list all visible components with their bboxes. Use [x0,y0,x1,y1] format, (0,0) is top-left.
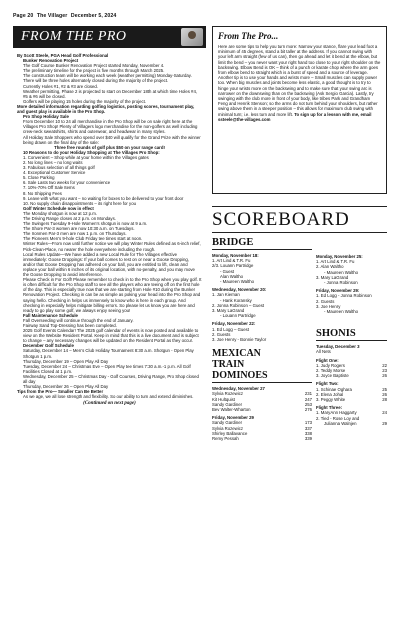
newspaper-name: The Villager [36,13,68,19]
tips-closing: To sign up for a lesson with me, email ssteele@the-villages.com [218,111,372,122]
result-name: Sylvia Rozewicz [212,391,244,397]
article-line: Please Check in For Golf! Please remember to check in to the Pro Shop when you play golf. It is often difficult for the Pro Shop staff to see all the players who are teeing off on the first hole of the day. This is especially true now that we are starting from Hole #10 during the Bunker Renovation Project. Checking in can be as simple as poking your head into the Pro Shop and saying hello. Checking in helps us immensely to know who is here in each group. And checking in especially helps mitigate billing errors. So please let us know you are here and ready to go play some golf, we always enjoy seeing you! [23,277,202,313]
article-line: As we age, we all lose strength and flexibility. So our ability to turn and extend diminishes. [23,394,194,400]
result-row [212,407,312,412]
scoreboard-title: SCOREBOARD [212,206,387,233]
article-line: By Scott Steele, PGA Head Golf Professional [17,53,109,58]
result-line: - Jonna Robinson [324,280,358,286]
scoreboard-columns [212,237,387,441]
result-line: 1. Art Lind & T.R. Fu [316,259,355,265]
result-score: 337 [304,425,312,431]
from-the-pro-banner [13,26,206,48]
result-line: 2. Alan Waltho [316,264,344,270]
result-heading: Flight Three: [316,405,343,411]
result-score: 338 [304,430,312,436]
tips-box [212,26,387,194]
result-line: Alan Waltho [220,273,244,279]
page-header [13,13,387,21]
article-line: Tips from the Pro— Smaller Can Be Better [17,389,104,395]
dominoes-results [212,386,312,441]
from-the-pro-column [13,26,206,610]
article-line: 10 Reasons to do your Holiday Shopping at The Villages Pro Shop: [23,149,160,155]
article-line: Pro Shop Holiday Sale [23,114,69,120]
result-line: 3. Mary LaGrand [316,274,349,280]
article-line: 7. 10%-70% Off Sale Items [23,185,75,191]
article-line: Winter Rules—From now until further notice we will play Winter Rules defined as 6-inch relief, Pick-Clean-Place, no nearer the hole everywhere including the rough. [23,241,201,252]
result-row [316,373,387,378]
result-line: 1. Jan Kiernan [212,292,240,298]
tips-text: Here are some tips to help you turn more: Narrow your stance, flare your lead foot a minimum of 45 degrees, stand a bit taller at the address. If you cannot swing with your left arm straight (few of us can), then go ahead and let it bend at the elbow, but limit the bend – you never want your right hand too close to your right shoulder on the backswing. Elbow Bend is OK – think of a punch or karate chop where the arm goes from elbow bend to straight which is a burst of speed and a source of leverage. Another tip is to use your hands and wrists more – Small muscles can supply power too. When big muscles and joints become less elastic, a good thought is to try to hinge your wrists more on the backswing and to make sure that your swing arc is narrower on the downswing than on the backswing (Ask Sergio Garcia). Lastly, try swinging with the club more in front of your body, like tribes Park and Grandham Feng and Henrik Stenson; so the arms do not turn behind your shoulders, but rather swing above them in a steeper position – this allows for maximum club swing with minimal turn; i.e. less turn and more lift. [218,44,381,117]
result-score: 231 [304,391,312,397]
article-line: 5. Close Parking [23,175,55,181]
article-line: 4. Exceptional Customer Service [23,170,86,176]
article-line: 2025 Golf Events Calendar! The 2025 golf calendar of events is now posted and available to view on the Website Resident Portal. Keep in mind that this is a live document and is subject to change – any necessary changes will be updated on the Resident Portal as they occur. [23,328,199,344]
result-name: Sandy Gardiner [212,401,243,407]
result-heading: Friday, November 22: [212,321,256,327]
result-line: 3. Mary LaGrand [212,308,245,314]
bridge-results-left [212,253,312,342]
result-line: 2. Guests [212,331,231,337]
result-line: 3. Joe Henry - Bonnie Taylor [212,337,267,343]
article-line: The Swingers Tuesday 9-Hole Women’s shotgun is now at 9 a.m. [23,221,148,227]
result-row [212,436,312,441]
result-name: Shirley Ballavance [212,430,248,436]
result-row [316,397,387,402]
result-line: - Maureen Waltho [324,269,358,275]
result-name: 1. MaryAnn Haggarty [316,410,357,416]
result-name: 3. Peggy White [316,397,346,403]
article-line: Three free rounds of golf plus $50 on your range card! [54,144,165,150]
article-line: Golfers will be playing 15 holes during the majority of the project. [23,98,147,104]
article-line: December Golf Schedule [23,343,74,349]
article-line: There will be three holes alternately closed during the majority of the project. [23,78,169,84]
article-line: Thursday, December 19 – Open Play All Day [23,358,109,364]
result-score: 26 [382,373,387,379]
dominoes-title [212,348,312,383]
continued-note: (Continued on next page) [83,401,136,407]
article-line: The Driving Range closes at 2 p.m. on Mondays. [23,216,116,221]
result-line: 2. Guests [316,298,335,304]
article-line: All Holiday Sale Shoppers who spend over $40 will qualify for the Grand Prize with the winner being drawn on the final day of the sale: [23,134,201,145]
result-line: - Guest [220,268,235,274]
article-line: The construction team will be working each week (weather permitting) Monday-Saturday. [23,73,192,79]
article-line: 2. No long lines – no long waits [23,159,83,165]
bridge-results-right [316,254,387,314]
result-score: 276 [304,407,312,413]
issue-date: December 5, 2024 [70,13,117,19]
right-column [212,26,387,610]
result-heading: Friday, November 29 [212,415,254,421]
result-line: - Maureen Waltho [220,279,254,285]
result-name: 2. Teddy Morse [316,368,346,374]
result-score: 25 [382,386,387,392]
result-score: 22 [382,362,387,368]
result-name: 1. Schinae Oghara [316,386,352,392]
result-score: 23 [382,368,387,374]
result-heading: Wednesday, November 27 [212,386,265,392]
article-line: The Ironmen Par-3 men are now 1 p.m. on Thursdays. [23,231,127,237]
dominoes-title-line: TRAIN [212,359,245,371]
result-line: 2. Jonna Robinson – Guest [212,302,265,308]
article-line: 3. Fabulous selection of all things golf [23,165,95,171]
tips-title: From The Pro... [218,31,279,41]
article-line: The preliminary timeline for the project is five months through March 2025. [23,68,165,74]
result-heading: Flight Two: [316,381,339,387]
bridge-title: BRIDGE [212,237,312,250]
article-line: Bunker Renovation Project [23,58,79,64]
article-line: Saturday, December 14 – Men’s Club Holiday Tournament 8:30 a.m. Shotgun - Open Play Shotgun 1 p.m. [23,348,194,359]
page-number: Page 20 [13,13,34,19]
result-name: 1. Judy Rogers [316,362,345,368]
article-line: Fairway Sand Top-Dressing has been completed. [23,322,117,328]
article-line: 8. No Shipping Fees [23,190,62,196]
result-line: - Hank Koransky [220,297,252,303]
article-line: Fall Maintenance Schedule [23,312,78,318]
article-line: More detailed information regarding golfing logistics, posting scores, tournament play, and guest play is available in the Pro Shop. [17,103,195,115]
article-line: Local Rules Update—We have added a new Local Rule for The Villages effective immediately: Goose Droppings: If your ball comes to rest on or near a Goose Dropping, and/or that Goose Dropping has adhered on your ball, you are entitled to lift, clean and replace your ball within 6 inches of its original location, with no-penalty, and you may move the Goose Dropping to avoid interference. [23,251,195,278]
result-row [316,421,387,426]
article-line: The Golf Course Bunker Renovation Project started Monday, November 4. [23,63,165,69]
result-name: 2. Elena Johal [316,391,344,397]
tips-body [218,44,381,122]
result-score: 26 [382,391,387,397]
article-line: The Pioneers Men’s 9-hole Club Friday tee times start at noon. [23,236,143,242]
article-line: Fall Overseeding will continue through the end of January. [23,317,134,323]
result-line: - Louann Partridge [220,313,256,319]
result-heading: Tuesday, December 3 [316,344,360,350]
result-score: 253 [304,401,312,407]
article-line: Tuesday, December 24 – Christmas Eve – Open Play tee times 7:30 a.m.-1 p.m. All Golf Facilities Closed at 1 p.m. [23,363,191,374]
author-photo [181,28,203,46]
result-line: All Nets [316,349,331,355]
article-line: The Shore Par-3 women are now 10:30 a.m. on Tuesdays. [23,226,135,232]
result-score: 339 [304,436,312,442]
article-line: Wednesday, December 25 – Christmas Day - Golf Courses, Driving Range, Pro Shop closed all day [23,373,199,384]
pro-article [13,48,206,399]
result-name: Julianna Walnjen [324,420,357,426]
result-score: 247 [304,396,312,402]
result-line: 1. Ed Logg – Guest [212,326,250,332]
dominoes-title-line: DOMINOES [212,370,268,382]
article-line: Golf Winter Schedule now in effect [23,205,94,211]
article-line: Weather permitting, Phase 2 is projected to start on December 18th at which time Holes #4, #5 & #6 will be closed. [23,88,198,99]
result-score: 24 [382,410,387,416]
article-line: The Monday shotgun is now at 12 p.m. [23,210,98,216]
result-score: 173 [304,420,312,426]
result-name: 3. Joyce Baptiste [316,373,349,379]
shonis-title: SHONIS [316,328,387,341]
result-line: 1. Art Lind & T.R. Fu [212,258,251,264]
result-heading: Wednesday, November 20: [212,287,267,293]
result-name: Sandy Gardiner [212,420,243,426]
result-line: 2/3. Louann Partridge [212,263,254,269]
article-line: 1. Convenient – Shop while at your home within the Villages gates [23,154,149,160]
scoreboard-right [316,237,387,441]
result-name: Bev Walter-Wharton [212,407,251,413]
result-line: 3. Joe Henry [316,303,341,309]
article-line: 9. Leave with what you want – no waiting for boxes to be delivered to your front door [23,195,184,201]
dominoes-title-line: MEXICAN [212,348,261,360]
result-line: 1. Ed Logg - Jonna Robinson [316,293,372,299]
result-name: Kit Hultquist [212,396,235,402]
shonis-results [316,344,387,426]
scoreboard-left [212,237,312,441]
result-name: Remy Pessah [212,436,239,442]
banner-title: FROM THE PRO [21,29,127,44]
result-score: 28 [382,397,387,403]
article-line: Currently Holes #1, #2 & #3 are closed. [23,83,98,89]
result-score: 29 [382,420,387,426]
result-heading: Monday, November 18: [212,253,259,258]
article-line: From December 10 to 24 all merchandise in the Pro Shop will be on sale right here at the Villages Pro Shop! Plenty of Villagers logo merchandise for the non-golfers as well including crew-neck sweatshirts, shirts and outerwear, and headwear in many styles. [23,119,198,135]
article-line: Thursday, December 26 – Open Play All Day [23,384,109,390]
article-line: 6. Sale Lasts two weeks for your convenience [23,180,111,186]
result-line: - Maureen Waltho [324,309,358,315]
result-name: 2. Tied - Rose Loy and [316,415,360,421]
article-line: 10. No supply chain disappointments – its right here for you [23,200,136,206]
result-name: Sylvia Rozewicz [212,425,244,431]
result-heading: Friday, November 29: [316,288,360,294]
result-heading: Flight One: [316,357,339,363]
result-heading: Monday, November 25: [316,254,363,259]
